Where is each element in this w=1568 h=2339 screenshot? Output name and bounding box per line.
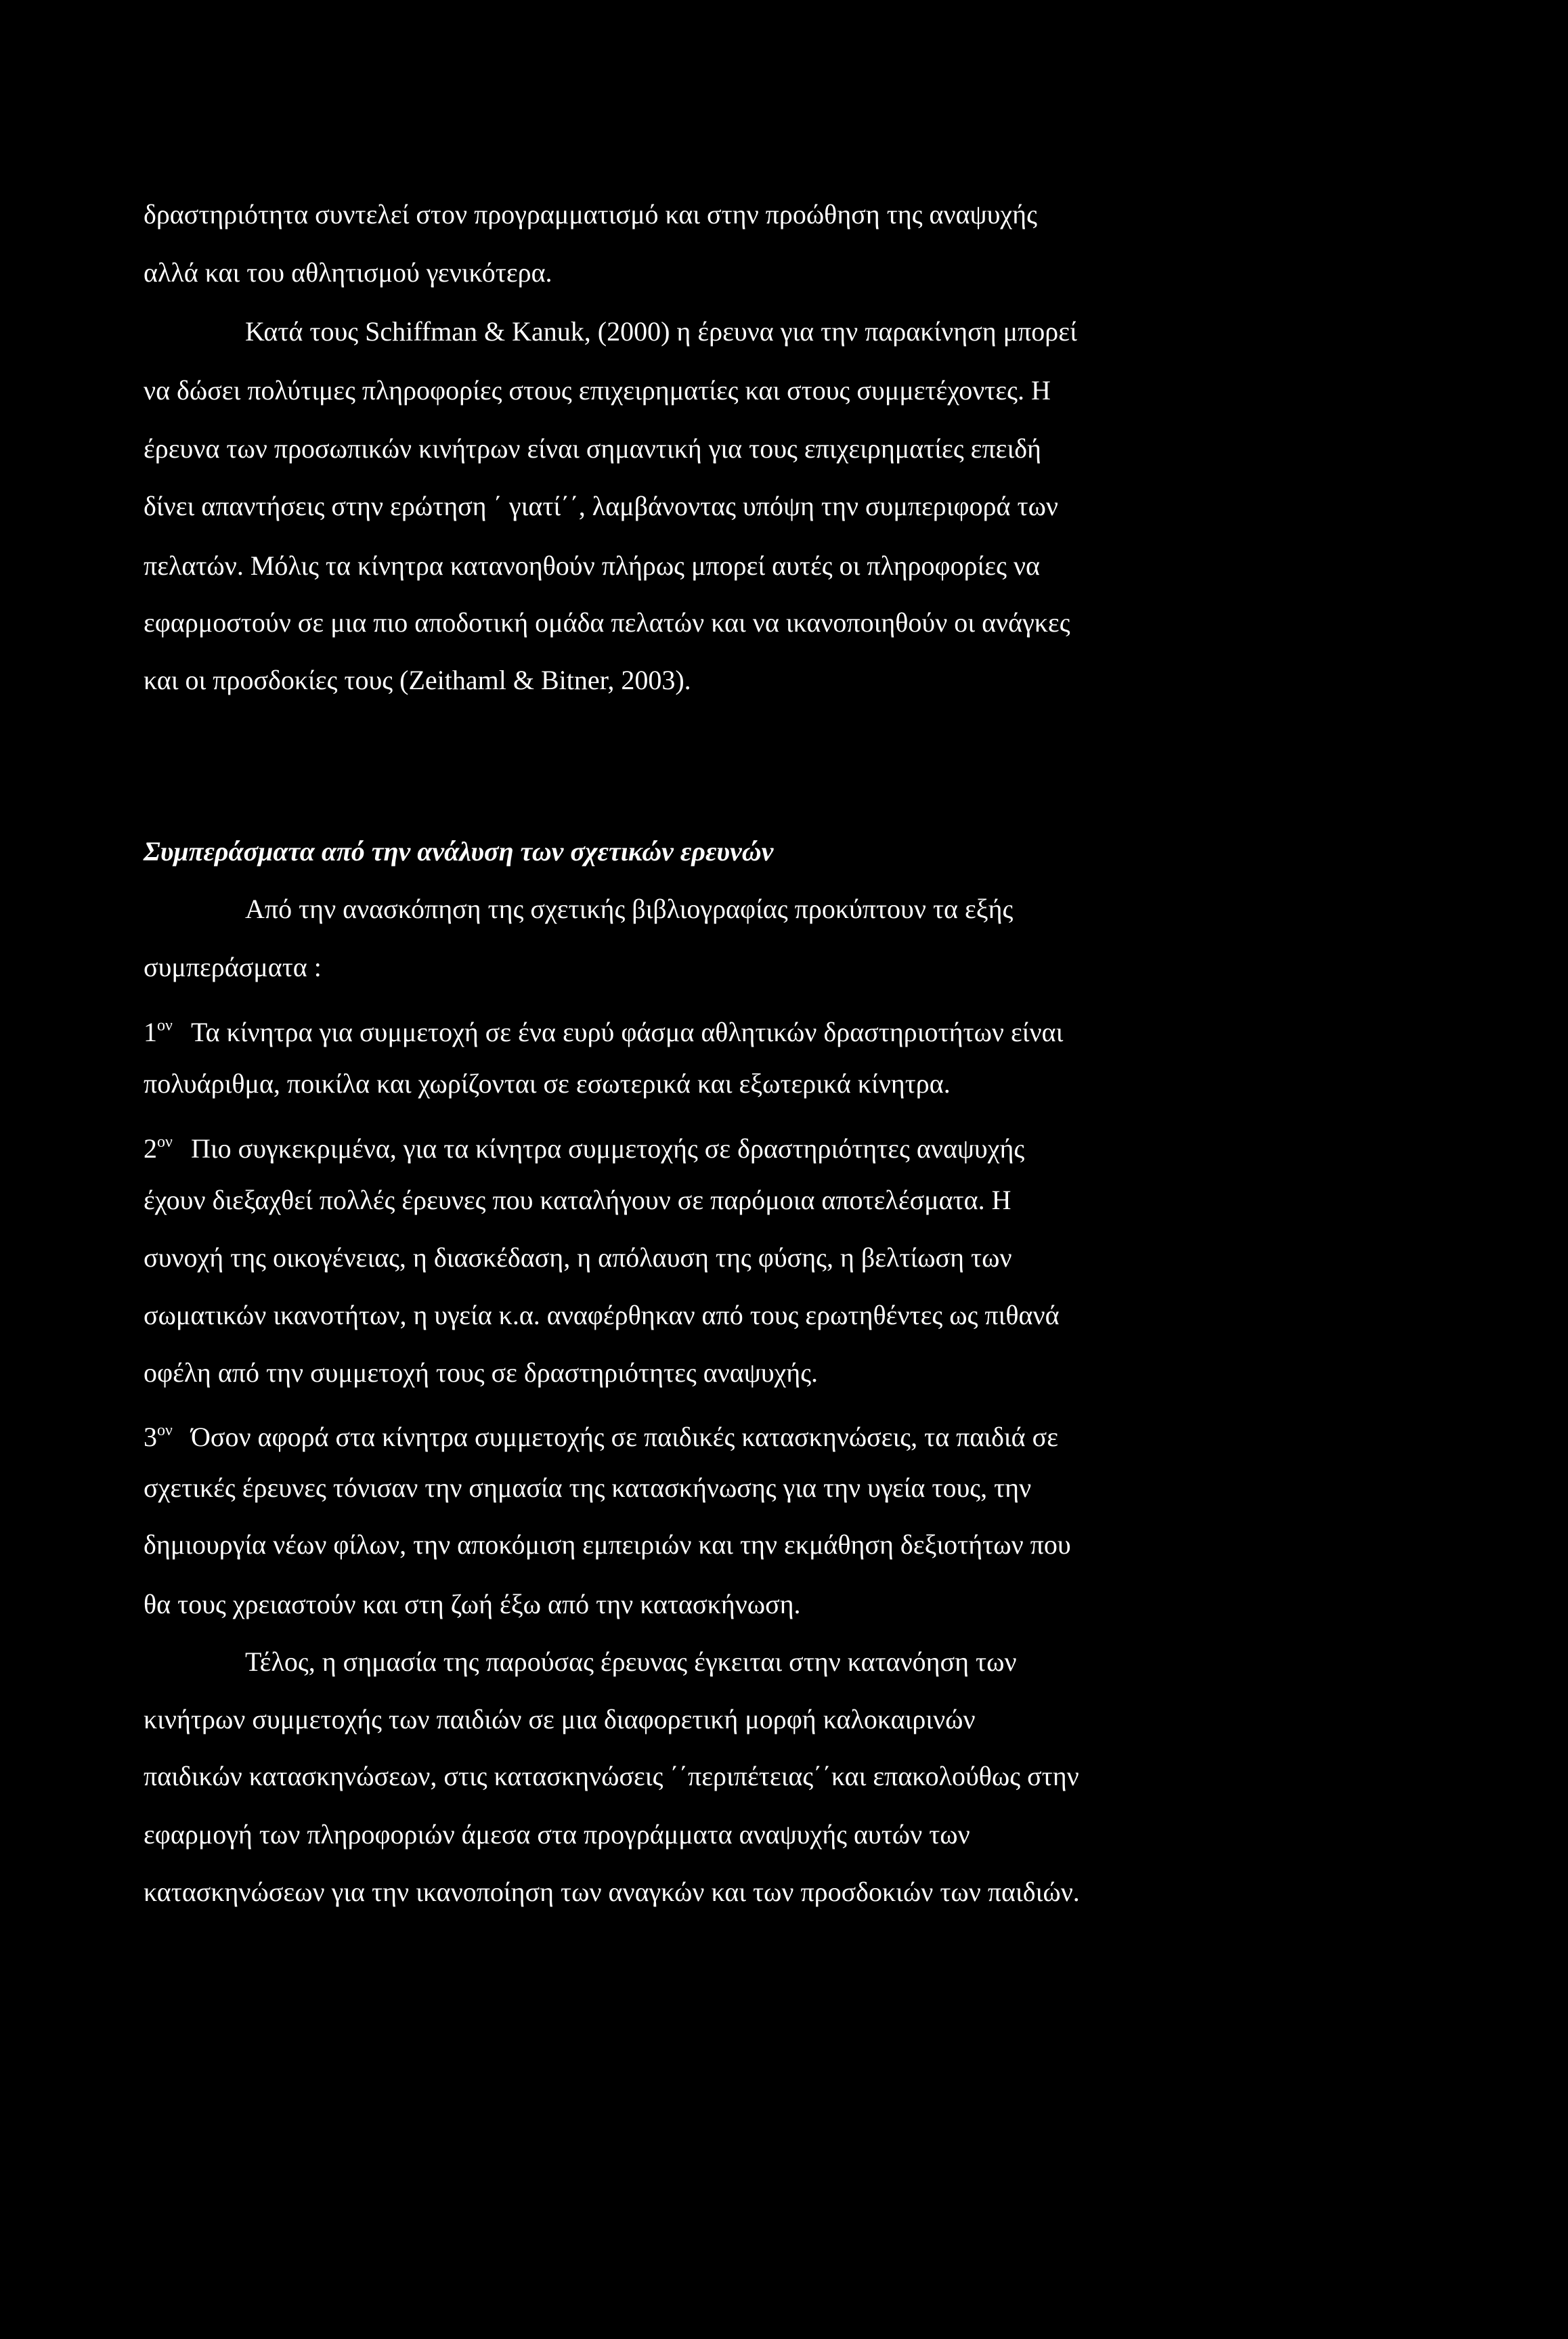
text-line: και οι προσδοκίες τους (Zeithaml & Bitner, 2003).	[144, 665, 691, 695]
text-line: έρευνα των προσωπικών κινήτρων είναι σημαντική για τους επιχειρηματίες επειδή	[144, 433, 1041, 464]
conclusion-number: $2^{o\nu}$	[144, 1133, 173, 1164]
text-line: σχετικές έρευνες τόνισαν την σημασία της κατασκήνωσης για την υγεία τους, την	[144, 1472, 1032, 1503]
text-line: Κατά τους Schiffman & Kanuk, (2000) η έρευνα για την παρακίνηση μπορεί	[245, 316, 1077, 347]
text-line: παιδικών κατασκηνώσεων, στις κατασκηνώσεις ΄΄περιπέτειας΄΄και επακολούθως στην	[144, 1761, 1079, 1791]
text-line: έχουν διεξαχθεί πολλές έρευνες που καταλήγουν σε παρόμοια αποτελέσματα. Η	[144, 1185, 1011, 1215]
text-line: εφαρμοστούν σε μια πιο αποδοτική ομάδα πελατών και να ικανοποιηθούν οι ανάγκες	[144, 607, 1070, 638]
section-heading: Συμπεράσματα από την ανάλυση των σχετικών ερευνών	[144, 836, 774, 867]
text-line: Από την ανασκόπηση της σχετικής βιβλιογραφίας προκύπτουν τα εξής	[245, 894, 1014, 924]
text-line: δίνει απαντήσεις στην ερώτηση ΄ γιατί΄΄, λαμβάνοντας υπόψη την συμπεριφορά των	[144, 491, 1058, 521]
text-line: θα τους χρειαστούν και στη ζωή έξω από την κατασκήνωση.	[144, 1589, 801, 1619]
text-line: οφέλη από την συμμετοχή τους σε δραστηριότητες αναψυχής.	[144, 1357, 819, 1388]
text-line: κατασκηνώσεων για την ικανοποίηση των αναγκών και των προσδοκιών των παιδιών.	[144, 1877, 1080, 1907]
conclusion-number: $1^{o\nu}$	[144, 1017, 173, 1047]
text-line: εφαρμογή των πληροφοριών άμεσα στα προγράμματα αναψυχής αυτών των	[144, 1819, 970, 1850]
conclusion-3-first-line: $3^{o\nu}$ Όσον αφορά στα κίνητρα συμμετοχής σε παιδικές κατασκηνώσεις, τα παιδιά σε	[144, 1410, 1058, 1458]
text-line: σωματικών ικανοτήτων, η υγεία κ.α. αναφέρθηκαν από τους ερωτηθέντες ως πιθανά	[144, 1300, 1060, 1330]
text-line: κινήτρων συμμετοχής των παιδιών σε μια διαφορετική μορφή καλοκαιρινών	[144, 1704, 976, 1734]
text-line: Τέλος, η σημασία της παρούσας έρευνας έγκειται στην κατανόηση των	[245, 1646, 1017, 1677]
text-line: πελατών. Μόλις τα κίνητρα κατανοηθούν πλήρως μπορεί αυτές οι πληροφορίες να	[144, 550, 1040, 581]
text-line: πολυάριθμα, ποικίλα και χωρίζονται σε εσωτερικά και εξωτερικά κίνητρα.	[144, 1068, 951, 1099]
text-line: δραστηριότητα συντελεί στον προγραμματισμό και στην προώθηση της αναψυχής	[144, 199, 1037, 229]
conclusion-2-first-line: $2^{o\nu}$ Πιο συγκεκριμένα, για τα κίνητρα συμμετοχής σε δραστηριότητες αναψυχής	[144, 1122, 1024, 1169]
text-line: συμπεράσματα :	[144, 952, 322, 982]
conclusion-1-first-line: $1^{o\nu}$ Τα κίνητρα για συμμετοχή σε ένα ευρύ φάσμα αθλητικών δραστηριοτήτων είναι	[144, 1005, 1063, 1053]
text-line: αλλά και του αθλητισμού γενικότερα.	[144, 257, 552, 288]
text-line: να δώσει πολύτιμες πληροφορίες στους επιχειρηματίες και στους συμμετέχοντες. Η	[144, 375, 1051, 406]
text-line: συνοχή της οικογένειας, η διασκέδαση, η απόλαυση της φύσης, η βελτίωση των	[144, 1242, 1012, 1273]
conclusion-number: $3^{o\nu}$	[144, 1422, 173, 1452]
text-line: δημιουργία νέων φίλων, την αποκόμιση εμπειριών και την εκμάθηση δεξιοτήτων που	[144, 1529, 1071, 1560]
